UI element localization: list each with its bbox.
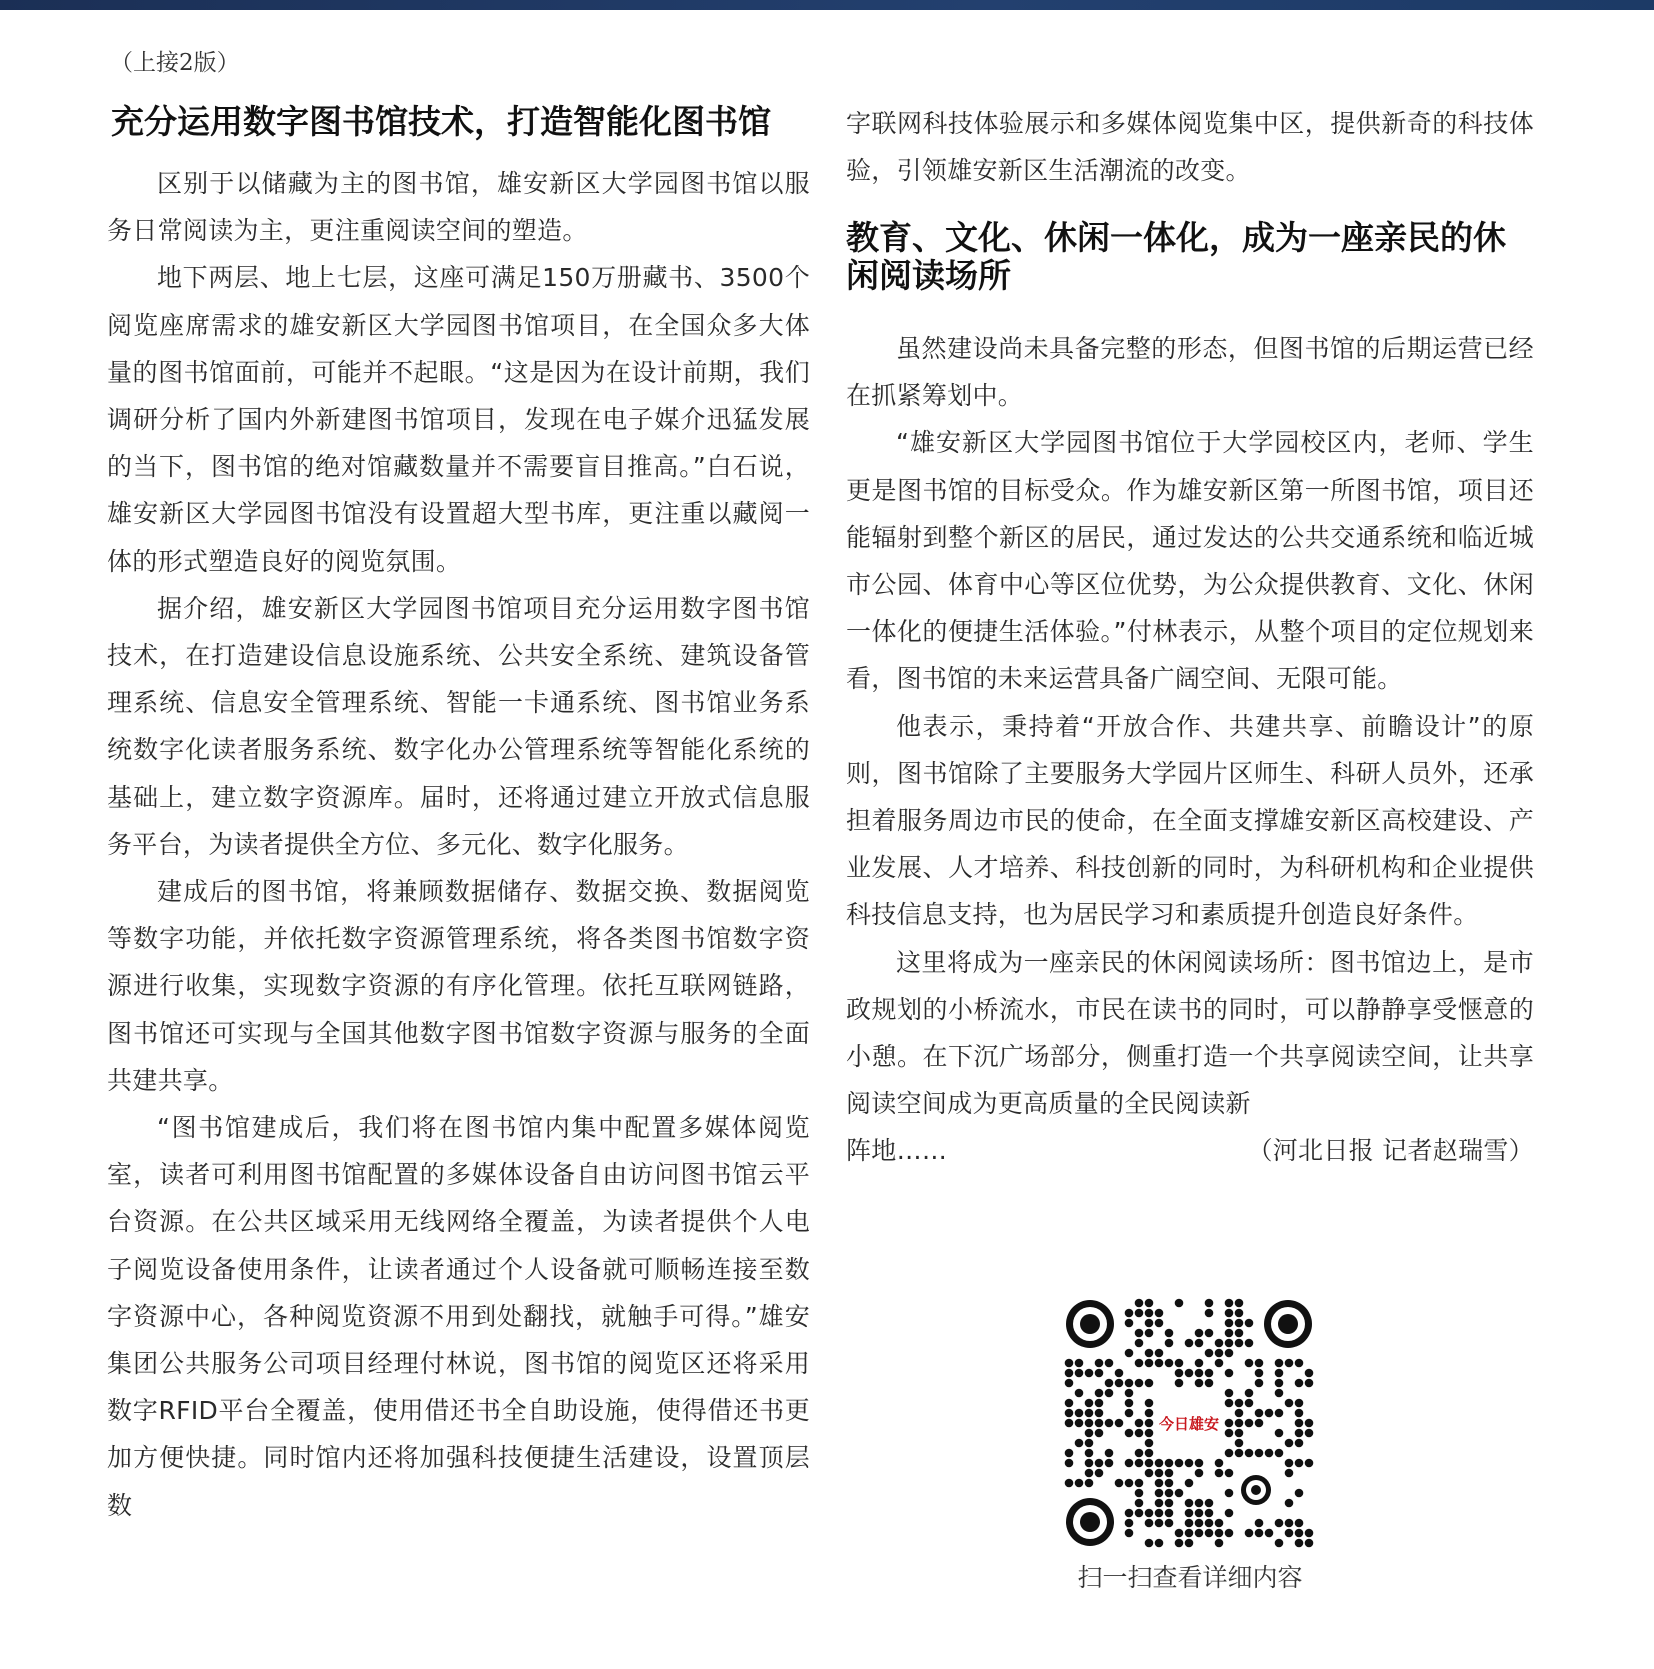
qr-module	[1195, 1459, 1204, 1468]
qr-module	[1125, 1519, 1134, 1528]
qr-module	[1065, 1399, 1074, 1408]
qr-module	[1125, 1309, 1134, 1318]
qr-module	[1235, 1299, 1244, 1308]
qr-module	[1205, 1309, 1214, 1318]
qr-module	[1215, 1539, 1224, 1548]
qr-module	[1235, 1399, 1244, 1408]
last-line-text: 阵地……	[846, 1136, 948, 1166]
qr-module	[1295, 1429, 1304, 1438]
qr-module	[1175, 1489, 1184, 1498]
qr-module	[1195, 1329, 1204, 1338]
qr-module	[1085, 1439, 1094, 1448]
qr-module	[1235, 1449, 1244, 1458]
qr-module	[1095, 1459, 1104, 1468]
qr-module	[1165, 1359, 1174, 1368]
right-paragraph-2: “雄安新区大学园图书馆位于大学园校区内，老师、学生更是图书馆的目标受众。作为雄安新区第一所图书馆，项目还能辐射到整个新区的居民，通过发达的公共交通系统和临近城市公园、体育中心等区位优势，为公众提供教育、文化、休闲一体化的便捷生活体验。”付林表示，从整个项目的定位规划来看，图书馆的未来运营具备广阔空间、无限可能。	[846, 428, 1534, 694]
qr-module	[1135, 1299, 1144, 1308]
qr-module	[1225, 1469, 1234, 1478]
qr-module	[1275, 1429, 1284, 1438]
left-paragraph-4: 建成后的图书馆，将兼顾数据储存、数据交换、数据阅览等数字功能，并依托数字资源管理系统，将各类图书馆数字资源进行收集，实现数字资源的有序化管理。依托互联网链路，图书馆还可实现与全国其他数字图书馆数字资源与服务的全面共建共享。	[107, 877, 810, 1095]
qr-module	[1285, 1359, 1294, 1368]
qr-module	[1225, 1529, 1234, 1538]
qr-module	[1155, 1479, 1164, 1488]
qr-module	[1135, 1309, 1144, 1318]
qr-module	[1145, 1439, 1154, 1448]
qr-module	[1205, 1329, 1214, 1338]
qr-module	[1295, 1489, 1304, 1498]
qr-module	[1065, 1379, 1074, 1388]
qr-module	[1195, 1359, 1204, 1368]
left-paragraph-2: 地下两层、地上七层，这座可满足150万册藏书、3500个阅览座席需求的雄安新区大学园图书馆项目，在全国众多大体量的图书馆面前，可能并不起眼。“这是因为在设计前期，我们调研分析了国内外新建图书馆项目，发现在电子媒介迅猛发展的当下，图书馆的绝对馆藏数量并不需要盲目推高。”白石说，雄安新区大学园图书馆没有设置超大型书库，更注重以藏阅一体的形式塑造良好的阅览氛围。	[107, 263, 810, 576]
qr-module	[1075, 1409, 1084, 1418]
qr-module	[1225, 1389, 1234, 1398]
qr-module	[1085, 1369, 1094, 1378]
qr-module	[1145, 1449, 1154, 1458]
qr-module	[1195, 1499, 1204, 1508]
qr-module	[1125, 1399, 1134, 1408]
qr-module	[1095, 1399, 1104, 1408]
qr-module	[1085, 1429, 1094, 1438]
qr-module	[1165, 1499, 1174, 1508]
qr-module	[1265, 1409, 1274, 1418]
qr-module	[1255, 1379, 1264, 1388]
qr-module	[1145, 1319, 1154, 1328]
qr-module	[1245, 1529, 1254, 1538]
qr-module	[1215, 1529, 1224, 1538]
qr-code-image	[1064, 1298, 1314, 1548]
qr-module	[1215, 1359, 1224, 1368]
qr-module	[1105, 1459, 1114, 1468]
left-paragraph-5: “图书馆建成后，我们将在图书馆内集中配置多媒体阅览室，读者可利用图书馆配置的多媒体设备自由访问图书馆云平台资源。在公共区域采用无线网络全覆盖，为读者提供个人电子阅览设备使用条件，让读者通过个人设备就可顺畅连接至数字资源中心，各种阅览资源不用到处翻找，就触手可得。”雄安集团公共服务公司项目经理付林说，图书馆的阅览区还将采用数字RFID平台全覆盖，使用借还书全自助设施，使得借还书更加方便快捷。同时馆内还将加强科技便捷生活建设，设置顶层数	[107, 1113, 810, 1520]
qr-module	[1305, 1429, 1314, 1438]
qr-module	[1285, 1459, 1294, 1468]
qr-module	[1235, 1339, 1244, 1348]
qr-module	[1145, 1519, 1154, 1528]
qr-module	[1205, 1299, 1214, 1308]
qr-module	[1145, 1399, 1154, 1408]
qr-module	[1285, 1529, 1294, 1538]
qr-module	[1155, 1509, 1164, 1518]
qr-module	[1245, 1359, 1254, 1368]
qr-module	[1145, 1419, 1154, 1428]
qr-module	[1225, 1309, 1234, 1318]
qr-module	[1115, 1379, 1124, 1388]
qr-module	[1295, 1529, 1304, 1538]
qr-module	[1175, 1529, 1184, 1538]
qr-module	[1235, 1309, 1244, 1318]
qr-module	[1305, 1419, 1314, 1428]
qr-module	[1165, 1509, 1174, 1518]
qr-module	[1125, 1429, 1134, 1438]
qr-module	[1275, 1539, 1284, 1548]
qr-module	[1295, 1519, 1304, 1528]
qr-module	[1255, 1359, 1264, 1368]
qr-module	[1215, 1349, 1224, 1358]
qr-module	[1205, 1529, 1214, 1538]
qr-module	[1285, 1439, 1294, 1448]
qr-module	[1095, 1469, 1104, 1478]
continuation-label: （上接2版）	[110, 50, 240, 76]
qr-module	[1225, 1399, 1234, 1408]
qr-module	[1075, 1419, 1084, 1428]
qr-module	[1215, 1459, 1224, 1468]
qr-module	[1155, 1499, 1164, 1508]
right-last-line	[846, 1127, 1534, 1174]
qr-module	[1265, 1449, 1274, 1458]
qr-module	[1155, 1349, 1164, 1358]
qr-module	[1225, 1329, 1234, 1338]
qr-module	[1125, 1509, 1134, 1518]
qr-module	[1095, 1419, 1104, 1428]
right-paragraph-1: 虽然建设尚未具备完整的形态，但图书馆的后期运营已经在抓紧筹划中。	[846, 334, 1534, 411]
qr-module	[1065, 1409, 1074, 1418]
qr-module	[1125, 1389, 1134, 1398]
qr-module	[1145, 1509, 1154, 1518]
qr-module	[1235, 1329, 1244, 1338]
byline: （河北日报 记者赵瑞雪）	[1247, 1136, 1534, 1166]
qr-module	[1215, 1469, 1224, 1478]
qr-module	[1195, 1509, 1204, 1518]
qr-module	[1145, 1359, 1154, 1368]
qr-module	[1295, 1539, 1304, 1548]
qr-module	[1295, 1379, 1304, 1388]
qr-module	[1125, 1409, 1134, 1418]
qr-module	[1205, 1369, 1214, 1378]
qr-module	[1065, 1479, 1074, 1488]
qr-module	[1215, 1519, 1224, 1528]
qr-module	[1275, 1409, 1284, 1418]
qr-module	[1175, 1379, 1184, 1388]
qr-module	[1135, 1509, 1144, 1518]
qr-module	[1285, 1519, 1294, 1528]
qr-module	[1175, 1359, 1184, 1368]
qr-module	[1205, 1379, 1214, 1388]
qr-module	[1125, 1479, 1134, 1488]
qr-module	[1135, 1489, 1144, 1498]
qr-module	[1205, 1499, 1214, 1508]
qr-module	[1145, 1459, 1154, 1468]
qr-module	[1085, 1419, 1094, 1428]
qr-module	[1085, 1449, 1094, 1458]
qr-module	[1155, 1539, 1164, 1548]
qr-module	[1115, 1419, 1124, 1428]
qr-module	[1225, 1489, 1234, 1498]
qr-module	[1185, 1539, 1194, 1548]
qr-module	[1235, 1429, 1244, 1438]
qr-module	[1185, 1509, 1194, 1518]
qr-module	[1135, 1359, 1144, 1368]
qr-module	[1065, 1459, 1074, 1468]
qr-module	[1245, 1399, 1254, 1408]
right-body	[846, 325, 1534, 1175]
qr-module	[1095, 1389, 1104, 1398]
qr-module	[1295, 1399, 1304, 1408]
qr-module	[1085, 1399, 1094, 1408]
right-headline: 教育、文化、休闲一体化，成为一座亲民的休闲阅读场所	[846, 218, 1506, 295]
qr-module	[1205, 1349, 1214, 1358]
qr-module	[1195, 1379, 1204, 1388]
qr-module	[1155, 1519, 1164, 1528]
qr-module	[1135, 1449, 1144, 1458]
qr-module	[1215, 1339, 1224, 1348]
qr-module	[1185, 1339, 1194, 1348]
qr-module	[1185, 1529, 1194, 1538]
qr-module	[1145, 1379, 1154, 1388]
qr-module	[1175, 1299, 1184, 1308]
qr-module	[1105, 1389, 1114, 1398]
qr-module	[1175, 1539, 1184, 1548]
qr-code[interactable]	[1064, 1298, 1314, 1548]
qr-module	[1175, 1369, 1184, 1378]
qr-module	[1235, 1439, 1244, 1448]
qr-module	[1145, 1329, 1154, 1338]
qr-module	[1145, 1469, 1154, 1478]
qr-module	[1105, 1419, 1114, 1428]
top-color-bar	[0, 0, 1654, 10]
qr-module	[1125, 1379, 1134, 1388]
qr-module	[1065, 1419, 1074, 1428]
qr-module	[1275, 1359, 1284, 1368]
qr-module	[1125, 1319, 1134, 1328]
qr-module	[1065, 1369, 1074, 1378]
qr-module	[1245, 1319, 1254, 1328]
qr-module	[1235, 1409, 1244, 1418]
qr-module	[1185, 1459, 1194, 1468]
qr-module	[1195, 1369, 1204, 1378]
qr-module	[1125, 1459, 1134, 1468]
qr-module	[1295, 1419, 1304, 1428]
qr-module	[1135, 1429, 1144, 1438]
qr-module	[1105, 1379, 1114, 1388]
qr-module	[1285, 1499, 1294, 1508]
qr-module	[1065, 1449, 1074, 1458]
qr-module	[1255, 1419, 1264, 1428]
qr-module	[1135, 1339, 1144, 1348]
qr-module	[1095, 1359, 1104, 1368]
left-paragraph-1: 区别于以储藏为主的图书馆，雄安新区大学园图书馆以服务日常阅读为主，更注重阅读空间的塑造。	[107, 169, 810, 246]
qr-module	[1165, 1519, 1174, 1528]
qr-module	[1115, 1369, 1124, 1378]
qr-module	[1225, 1509, 1234, 1518]
qr-module	[1225, 1319, 1234, 1328]
qr-module	[1165, 1339, 1174, 1348]
right-continued-text: 字联网科技体验展示和多媒体阅览集中区，提供新奇的科技体验，引领雄安新区生活潮流的改变。	[846, 109, 1534, 186]
qr-module	[1225, 1429, 1234, 1438]
qr-module	[1145, 1409, 1154, 1418]
qr-module	[1105, 1359, 1114, 1368]
qr-module	[1165, 1459, 1174, 1468]
qr-logo-text: 今日雄安	[1158, 1415, 1220, 1433]
qr-module	[1145, 1429, 1154, 1438]
left-paragraph-3: 据介绍，雄安新区大学园图书馆项目充分运用数字图书馆技术，在打造建设信息设施系统、公共安全系统、建筑设备管理系统、信息安全管理系统、智能一卡通系统、图书馆业务系统数字化读者服务系统、数字化办公管理系统等智能化系统的基础上，建立数字资源库。届时，还将通过建立开放式信息服务平台，为读者提供全方位、多元化、数字化服务。	[107, 593, 810, 859]
qr-module	[1155, 1459, 1164, 1468]
qr-module	[1275, 1389, 1284, 1398]
qr-module	[1135, 1419, 1144, 1428]
qr-caption: 扫一扫查看详细内容	[1077, 1563, 1303, 1592]
right-paragraph-4: 这里将成为一座亲民的休闲阅读场所：图书馆边上，是市政规划的小桥流水，市民在读书的同时，可以静静享受惬意的小憩。在下沉广场部分，侧重打造一个共享阅读空间，让共享阅读空间成为更高质量的全民阅读新	[846, 947, 1534, 1119]
qr-module	[1275, 1379, 1284, 1388]
qr-module	[1195, 1469, 1204, 1478]
qr-module	[1075, 1359, 1084, 1368]
qr-module	[1225, 1369, 1234, 1378]
qr-module	[1245, 1389, 1254, 1398]
qr-module	[1255, 1529, 1264, 1538]
qr-module	[1225, 1419, 1234, 1428]
left-headline: 充分运用数字图书馆技术，打造智能化图书馆	[111, 102, 771, 141]
qr-module	[1185, 1499, 1194, 1508]
qr-module	[1195, 1519, 1204, 1528]
qr-module	[1165, 1479, 1174, 1488]
qr-module	[1155, 1309, 1164, 1318]
qr-module	[1135, 1459, 1144, 1468]
qr-module	[1235, 1419, 1244, 1428]
qr-module	[1295, 1409, 1304, 1418]
qr-module	[1285, 1399, 1294, 1408]
qr-module	[1075, 1369, 1084, 1378]
qr-module	[1295, 1459, 1304, 1468]
qr-module	[1095, 1429, 1104, 1438]
qr-module	[1245, 1449, 1254, 1458]
qr-module	[1165, 1469, 1174, 1478]
qr-module	[1075, 1389, 1084, 1398]
qr-module	[1265, 1529, 1274, 1538]
qr-module	[1295, 1359, 1304, 1368]
qr-module	[1305, 1459, 1314, 1468]
qr-module	[1205, 1519, 1214, 1528]
qr-module	[1235, 1319, 1244, 1328]
right-paragraph-3: 他表示，秉持着“开放合作、共建共享、前瞻设计”的原则，图书馆除了主要服务大学园片区师生、科研人员外，还承担着服务周边市民的使命，在全面支撑雄安新区高校建设、产业发展、人才培养、科技创新的同时，为科研机构和企业提供科技信息支持，也为居民学习和素质提升创造良好条件。	[846, 711, 1534, 930]
qr-module	[1245, 1339, 1254, 1348]
qr-module	[1145, 1349, 1154, 1358]
qr-module	[1245, 1419, 1254, 1428]
qr-module	[1155, 1359, 1164, 1368]
qr-module	[1165, 1489, 1174, 1498]
qr-module	[1145, 1539, 1154, 1548]
qr-module	[1125, 1349, 1134, 1358]
qr-module	[1145, 1309, 1154, 1318]
qr-module	[1185, 1519, 1194, 1528]
qr-module	[1095, 1369, 1104, 1378]
qr-module	[1165, 1329, 1174, 1338]
qr-module	[1095, 1409, 1104, 1418]
qr-module	[1155, 1319, 1164, 1328]
right-continued-block	[846, 100, 1534, 194]
qr-module	[1185, 1369, 1194, 1378]
qr-module	[1295, 1439, 1304, 1448]
qr-module	[1305, 1539, 1314, 1548]
qr-module	[1105, 1449, 1114, 1458]
qr-module	[1285, 1469, 1294, 1478]
qr-module	[1275, 1369, 1284, 1378]
qr-module	[1225, 1449, 1234, 1458]
qr-module	[1085, 1479, 1094, 1488]
qr-module	[1305, 1529, 1314, 1538]
qr-module	[1225, 1299, 1234, 1308]
qr-module	[1135, 1499, 1144, 1508]
qr-module	[1085, 1409, 1094, 1418]
qr-module	[1275, 1519, 1284, 1528]
qr-module	[1085, 1459, 1094, 1468]
qr-module	[1225, 1349, 1234, 1358]
qr-module	[1145, 1299, 1154, 1308]
qr-module	[1075, 1439, 1084, 1448]
qr-module	[1255, 1409, 1264, 1418]
qr-module	[1205, 1509, 1214, 1518]
qr-module	[1275, 1449, 1284, 1458]
qr-module	[1255, 1519, 1264, 1528]
qr-module	[1305, 1379, 1314, 1388]
qr-module	[1305, 1369, 1314, 1378]
qr-module	[1155, 1469, 1164, 1478]
qr-module	[1185, 1479, 1194, 1488]
qr-module	[1155, 1489, 1164, 1498]
qr-module	[1135, 1479, 1144, 1488]
qr-module	[1255, 1449, 1264, 1458]
qr-module	[1225, 1339, 1234, 1348]
qr-module	[1195, 1339, 1204, 1348]
qr-module	[1135, 1379, 1144, 1388]
qr-module	[1065, 1359, 1074, 1368]
qr-module	[1085, 1469, 1094, 1478]
qr-module	[1075, 1479, 1084, 1488]
qr-module	[1135, 1329, 1144, 1338]
left-body	[107, 160, 810, 1529]
qr-module	[1255, 1369, 1264, 1378]
qr-module	[1125, 1529, 1134, 1538]
qr-module	[1115, 1479, 1124, 1488]
qr-module	[1175, 1459, 1184, 1468]
qr-module	[1195, 1529, 1204, 1538]
